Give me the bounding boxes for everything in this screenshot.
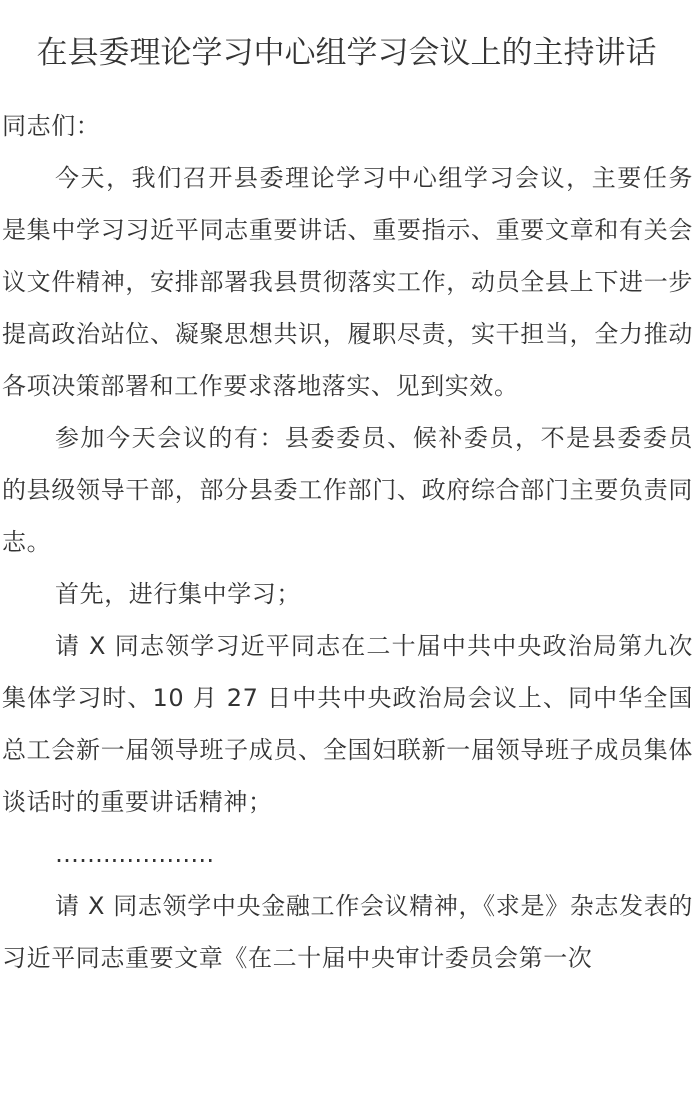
paragraph-study-speech: 请 X 同志领学习近平同志在二十届中共中央政治局第九次集体学习时、10 月 27 日中共中央政治局会议上、同中华全国总工会新一届领导班子成员、全国妇联新一届领导班子成员集体谈话时的重要讲话精神； xyxy=(2,632,693,816)
paragraph-first-item: 首先，进行集中学习； xyxy=(55,580,301,608)
paragraph-study-finance: 请 X 同志领学中央金融工作会议精神，《求是》杂志发表的习近平同志重要文章《在二十届中央审计委员会第一次 xyxy=(2,892,693,972)
paragraph-attendees: 参加今天会议的有：县委委员、候补委员，不是县委委员的县级领导干部，部分县委工作部门、政府综合部门主要负责同志。 xyxy=(2,424,693,556)
document-body xyxy=(0,100,693,984)
document-title: 在县委理论学习中心组学习会议上的主持讲话 xyxy=(36,35,657,71)
paragraph-opening: 今天，我们召开县委理论学习中心组学习会议，主要任务是集中学习习近平同志重要讲话、重要指示、重要文章和有关会议文件精神，安排部署我县贯彻落实工作，动员全县上下进一步提高政治站位、凝聚思想共识，履职尽责，实干担当，全力推动各项决策部署和工作要求落地落实、见到实效。 xyxy=(2,164,693,400)
paragraph-ellipsis: ……..………… xyxy=(55,840,215,868)
greeting: 同志们： xyxy=(2,112,101,140)
